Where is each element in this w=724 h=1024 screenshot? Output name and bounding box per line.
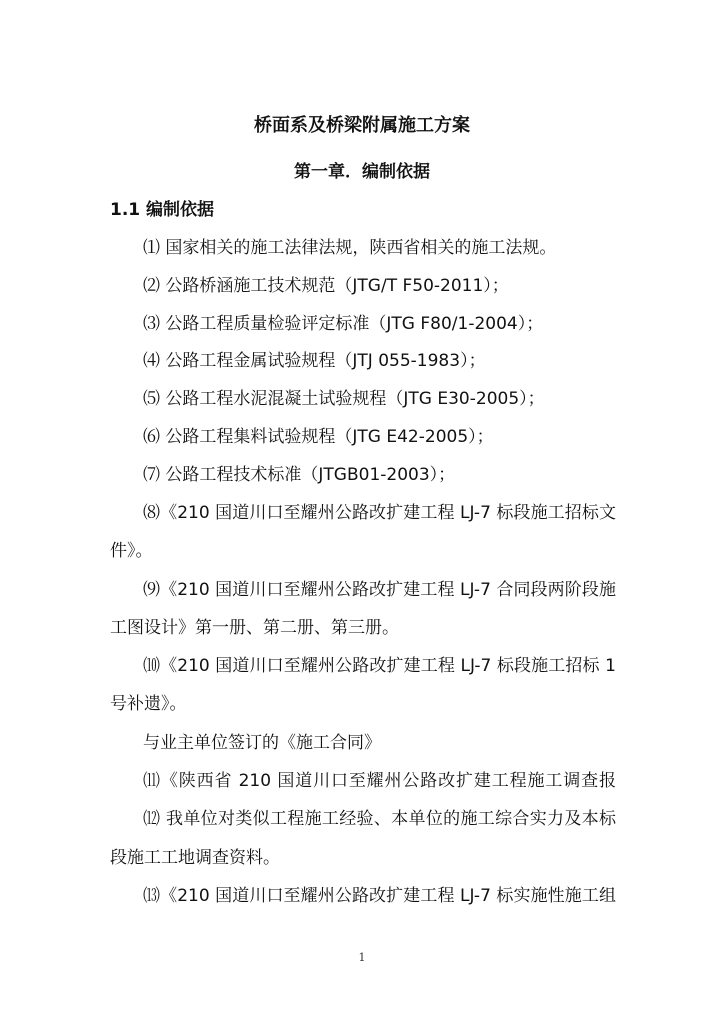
basis-item-3: ⑶ 公路工程质量检验评定标准（JTG F80/1-2004）； xyxy=(143,314,544,334)
basis-item-8-line-1: ⑻《210 国道川口至耀州公路改扩建工程 LJ-7 标段施工招标文 xyxy=(143,503,616,523)
basis-item-10-line-2: 号补遗》。 xyxy=(110,694,187,714)
basis-item-13-line-1: ⒀《210 国道川口至耀州公路改扩建工程 LJ-7 标实施性施工组 xyxy=(143,886,616,906)
basis-item-5: ⑸ 公路工程水泥混凝土试验规程（JTG E30-2005）； xyxy=(143,389,545,409)
basis-item-contract: 与业主单位签订的《施工合同》 xyxy=(143,733,381,753)
basis-item-6: ⑹ 公路工程集料试验规程（JTG E42-2005）； xyxy=(143,427,494,447)
basis-item-7: ⑺ 公路工程技术标准（JTGB01-2003）； xyxy=(143,465,456,485)
section-heading: 1.1 编制依据 xyxy=(110,200,215,220)
basis-item-11: ⑾《陕西省 210 国道川口至耀州公路改扩建工程施工调查报 xyxy=(143,771,616,791)
basis-item-12-line-2: 段施工工地调查资料。 xyxy=(110,848,280,868)
basis-item-8-line-2: 件》。 xyxy=(110,541,153,561)
basis-item-1: ⑴ 国家相关的施工法律法规，陕西省相关的施工法规。 xyxy=(143,238,557,258)
document-title: 桥面系及桥梁附属施工方案 xyxy=(254,115,470,136)
basis-item-2: ⑵ 公路桥涵施工技术规范（JTG/T F50-2011）； xyxy=(143,276,509,296)
basis-item-9-line-2: 工图设计》第一册、第二册、第三册。 xyxy=(110,618,399,638)
page-number: 1 xyxy=(358,951,366,964)
basis-item-10-line-1: ⑽《210 国道川口至耀州公路改扩建工程 LJ-7 标段施工招标 1 xyxy=(143,656,616,676)
chapter-heading: 第一章．编制依据 xyxy=(294,162,430,182)
basis-item-9-line-1: ⑼《210 国道川口至耀州公路改扩建工程 LJ-7 合同段两阶段施 xyxy=(143,580,616,600)
basis-item-12-line-1: ⑿ 我单位对类似工程施工经验、本单位的施工综合实力及本标 xyxy=(143,809,616,829)
basis-item-4: ⑷ 公路工程金属试验规程（JTJ 055-1983）； xyxy=(143,351,486,371)
